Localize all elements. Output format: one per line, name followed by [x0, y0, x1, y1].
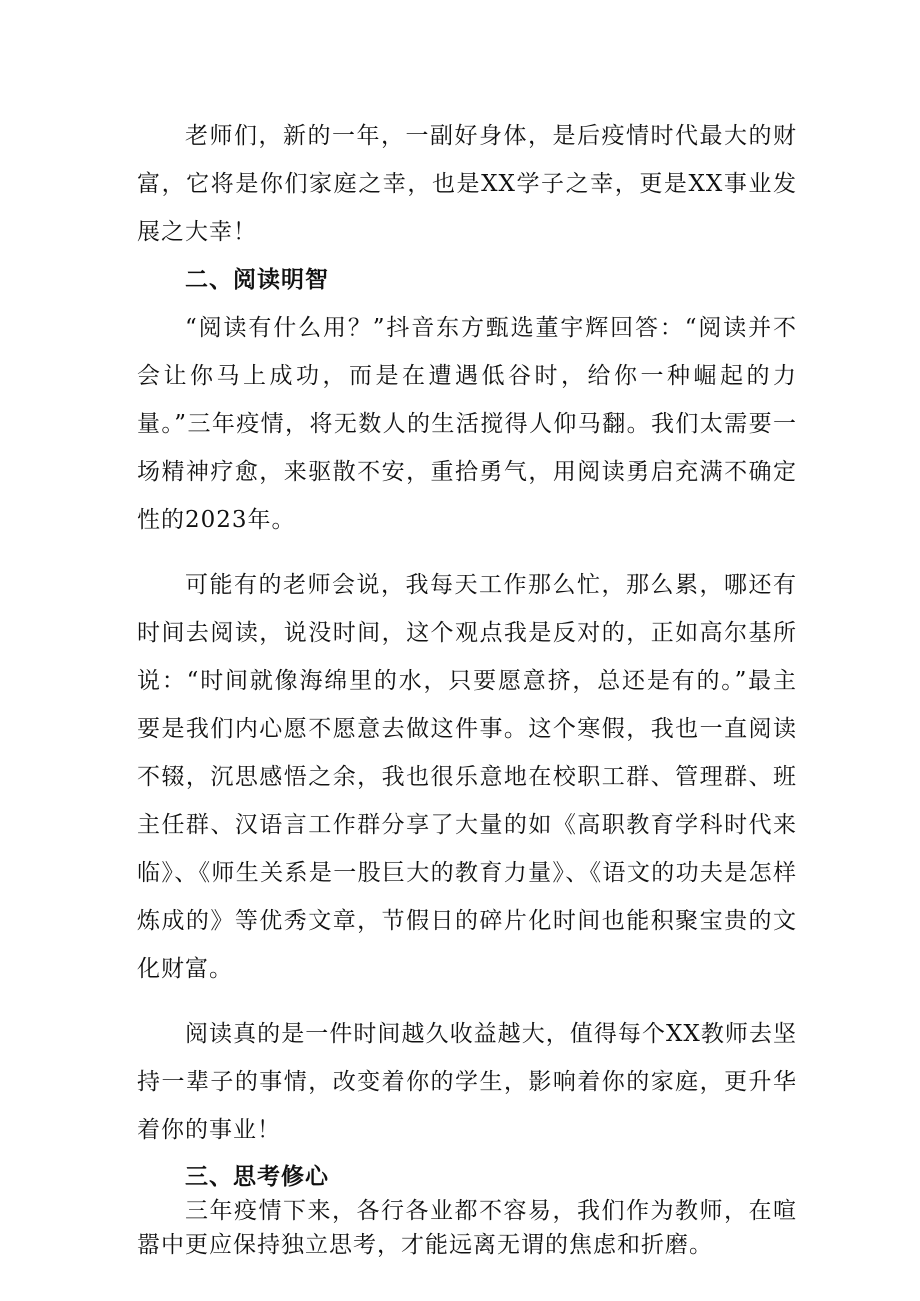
paragraph-health: 老师们，新的一年，一副好身体，是后疫情时代最大的财富，它将是你们家庭之幸，也是XX学子之幸，更是XX事业发展之大幸！ — [137, 123, 797, 245]
section-heading-reading: 二、阅读明智 — [185, 267, 329, 293]
paragraph-thinking: 三年疫情下来，各行各业都不容易，我们作为教师，在喧嚣中更应保持独立思考，才能远离无谓的焦虑和折磨。 — [137, 1198, 797, 1258]
section-heading-thinking: 三、思考修心 — [185, 1164, 329, 1190]
document-body — [137, 112, 797, 1262]
paragraph-reading-quote: “阅读有什么用？”抖音东方甄选董宇辉回答：“阅读并不会让你马上成功，而是在遭遇低谷时，给你一种崛起的力量。”三年疫情，将无数人的生活搅得人仰马翻。我们太需要一场精神疗愈，来驱散不安，重拾勇气，用阅读勇启充满不确定性的2023年。 — [137, 315, 797, 533]
paragraph-reading-time: 可能有的老师会说，我每天工作那么忙，那么累，哪还有时间去阅读，说没时间，这个观点我是反对的，正如高尔基所说：“时间就像海绵里的水，只要愿意挤，总还是有的。”最主要是我们内心愿不愿意去做这件事。这个寒假，我也一直阅读不辍，沉思感悟之余，我也很乐意地在校职工群、管理群、班主任群、汉语言工作群分享了大量的如《高职教育学科时代来临》、《师生关系是一股巨大的教育力量》、《语文的功夫是怎样炼成的》等优秀文章，节假日的碎片化时间也能积聚宝贵的文化财富。 — [137, 572, 797, 982]
paragraph-reading-value: 阅读真的是一件时间越久收益越大，值得每个XX教师去坚持一辈子的事情，改变着你的学生，影响着你的家庭，更升华着你的事业！ — [137, 1021, 797, 1143]
